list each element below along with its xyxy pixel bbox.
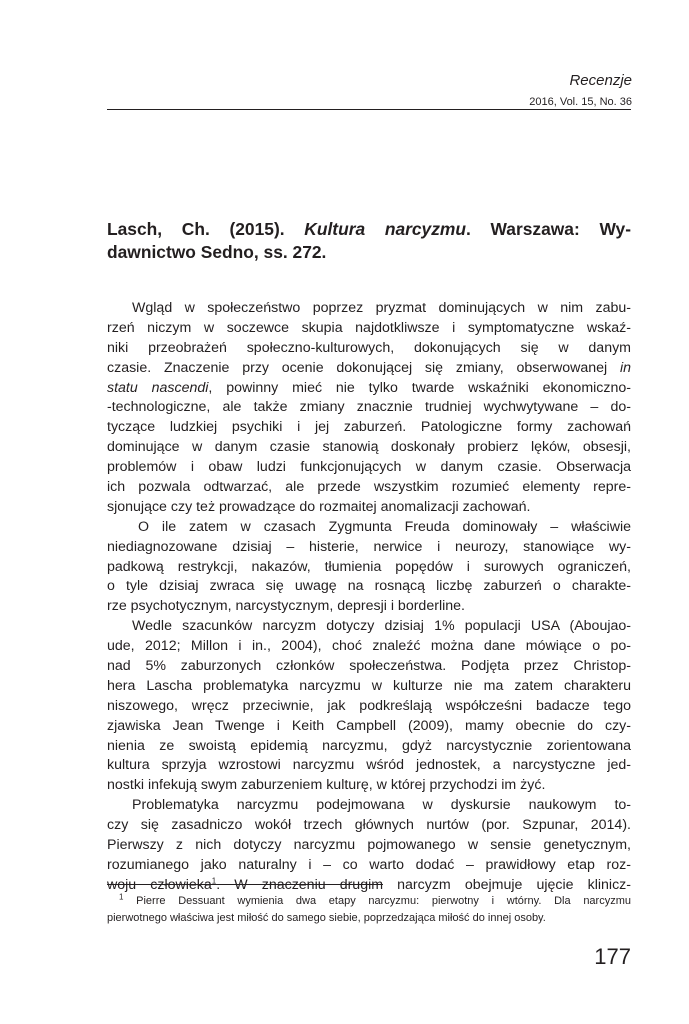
text-line: Wgląd w społeczeństwo poprzez pryzmat dominujących w nim zabu-	[132, 300, 631, 316]
footnote-reference[interactable]: 1	[211, 876, 217, 886]
text-line: statu nascendi, powinny mieć nie tylko twarde wskaźniki ekonomiczno-	[107, 379, 631, 396]
footnote-marker: 1	[119, 892, 124, 902]
text-line: Pierwszy z nich dotyczy narcyzmu pojmowanego w sensie genetycznym,	[107, 837, 631, 854]
review-title	[107, 218, 631, 264]
text-line: czasie. Znaczenie przy ocenie dokonującej się zmiany, obserwowanej in	[107, 359, 631, 376]
article-body	[107, 299, 631, 896]
header-rule	[107, 109, 631, 110]
text-line: sjonujące czy też prowadzące do rozmaitej anomalizacji zachowań.	[107, 498, 531, 515]
text-line: padkową restrykcji, nakazów, tłumienia popędów i surowych ograniczeń,	[107, 558, 631, 575]
footnote-line-2: pierwotnego właściwa jest miłość do samego siebie, poprzedzająca miłość do innej osoby.	[107, 912, 546, 924]
text-line: hera Lascha problematyka narcyzmu w kulturze nie ma zatem charakteru	[107, 677, 631, 694]
text-line: czy się zasadniczo wokół trzech głównych nurtów (por. Szpunar, 2014).	[107, 817, 631, 834]
book-title: Kultura narcyzmu	[304, 219, 467, 239]
title-line-1: Lasch, Ch. (2015). Kultura narcyzmu. Warszawa: Wy-	[107, 219, 632, 239]
page-number: 177	[594, 944, 631, 969]
text-line: -technologiczne, ale także zmiany znacznie trudniej wychwytywane – do-	[107, 399, 631, 416]
text-line: O ile zatem w czasach Zygmunta Freuda dominowały – właściwie	[138, 518, 631, 535]
text-line: ich pozwala odtwarzać, ale przede wszystkim rozumieć elementy repre-	[107, 479, 631, 496]
journal-section: Recenzje	[569, 72, 632, 89]
text-line: problemów i obaw ludzi funkcjonujących w danym czasie. Obserwacja	[107, 459, 631, 476]
text-line: nienia ze swoistą epidemią narcyzmu, gdyż narcystycznie zorientowana	[107, 737, 631, 754]
text-line: woju człowieka$^1$. W znaczeniu drugim narcyzm obejmuje ujęcie klinicz-	[107, 876, 631, 893]
text-line: niszowego, wręcz przeciwnie, jak podkreślają współcześni badacze tego	[107, 697, 631, 714]
text-line: nad 5% zaburzonych członków społeczeństwa. Podjęta przez Christop-	[107, 658, 631, 675]
text-line: zjawiska Jean Twenge i Keith Campbell (2009), mamy obecnie do czy-	[107, 717, 631, 734]
title-line-2: dawnictwo Sedno, ss. 272.	[107, 242, 327, 262]
text-line: rozumianego jako naturalny i – co warto dodać – prawidłowy etap roz-	[107, 856, 631, 873]
text-line: o tyle dzisiaj zwraca się uwagę na rosnącą liczbę zaburzeń o charakte-	[107, 578, 631, 595]
issue-info: 2016, Vol. 15, No. 36	[529, 96, 632, 108]
text-line: rzeń niczym w soczewce skupia najdotkliwsze i symptomatyczne wskaź-	[107, 319, 631, 336]
text-line: dominujące w danym czasie stanowią doskonały probierz lęków, obsesji,	[107, 439, 631, 456]
text-line: niki przeobrażeń społeczno-kulturowych, dokonujących się w danym	[107, 339, 631, 356]
text-line: nostki infekują swym zaburzeniem kulturę, w której przychodzi im żyć.	[107, 777, 546, 794]
text-line: tyczące ludzkiej psychiki i jej zaburzeń. Patologiczne formy zachowań	[107, 419, 631, 436]
text-line: kultura sprzyja wzrostowi narcyzmu wśród jednostek, a narcystyczne jed-	[107, 757, 631, 774]
text-line: ude, 2012; Millon i in., 2004), choć znaleźć można dane mówiące o po-	[107, 638, 631, 655]
text-line: niediagnozowane dzisiaj – histerie, nerwice i neurozy, stanowiące wy-	[107, 538, 631, 555]
text-line: rze psychotycznym, narcystycznym, depresji i borderline.	[107, 598, 465, 615]
footnote-line-1: $^1$ Pierre Dessuant wymienia dwa etapy narcyzmu: pierwotny i wtórny. Dla narcyzmu	[119, 892, 631, 907]
text-line: Problematyka narcyzmu podejmowana w dyskursie naukowym to-	[132, 797, 631, 814]
footnote-rule	[107, 884, 383, 885]
running-header	[529, 72, 632, 110]
text-line: Wedle szacunków narcyzm dotyczy dzisiaj 1% populacji USA (Aboujao-	[132, 618, 631, 635]
footnote	[107, 893, 631, 927]
